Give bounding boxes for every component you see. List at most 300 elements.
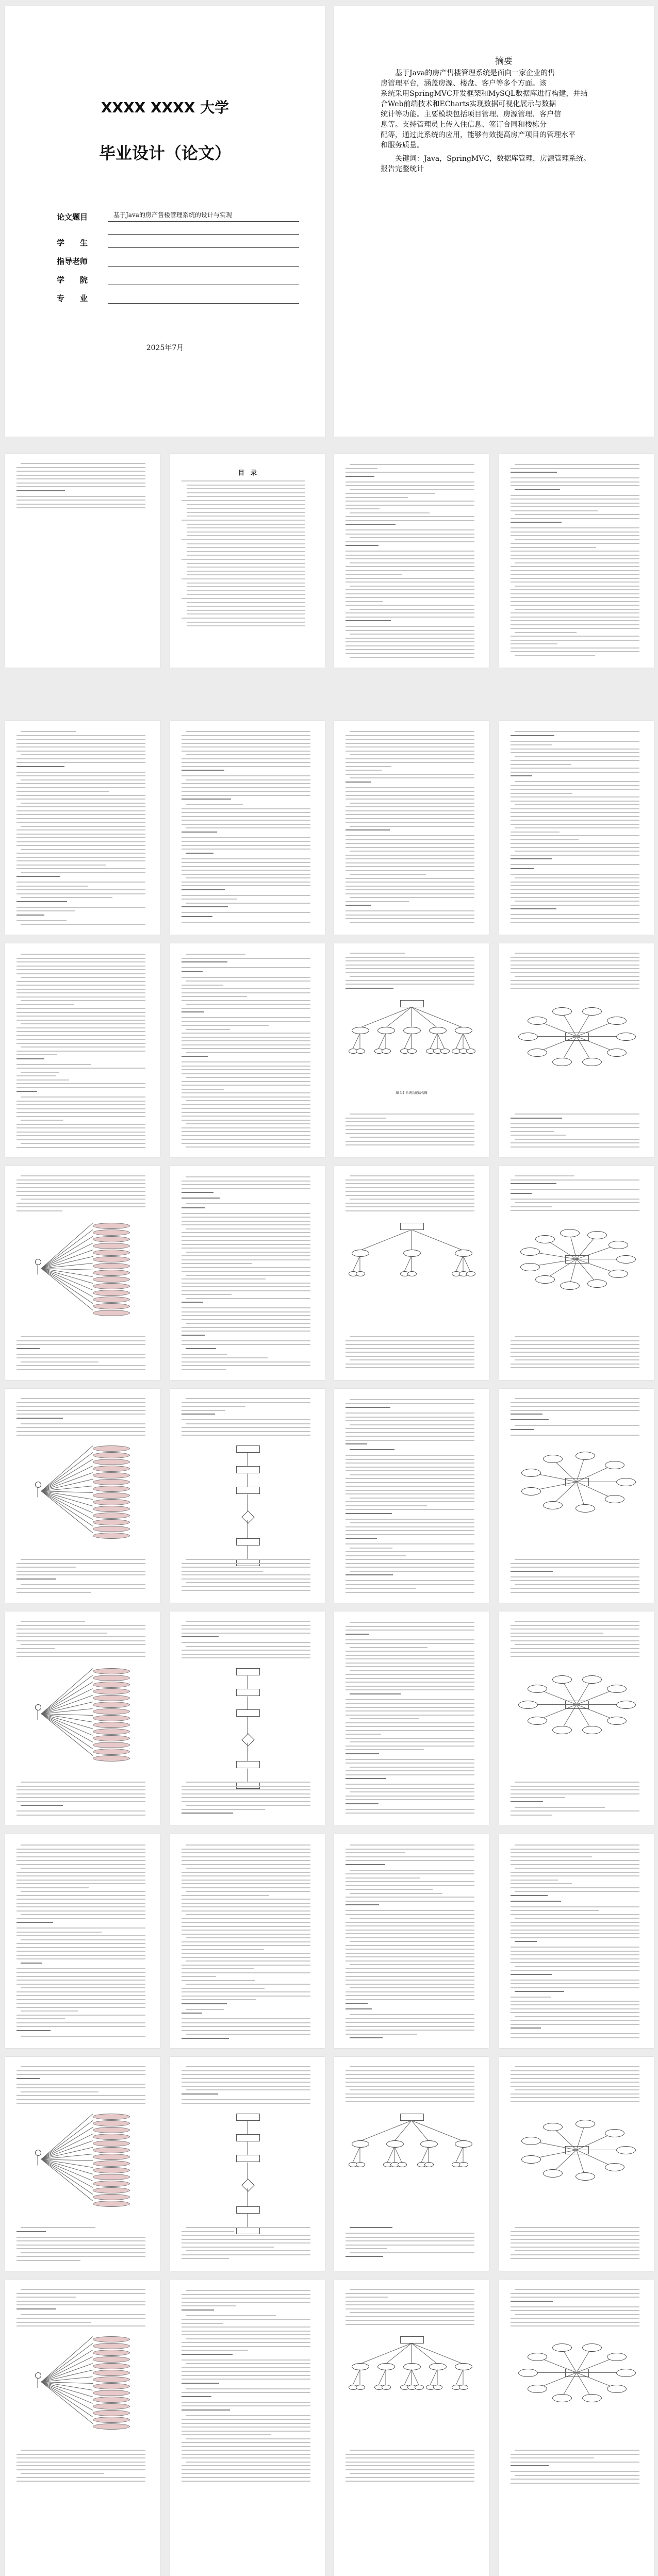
text-line-placeholder — [21, 1868, 145, 1869]
text-line-placeholder — [182, 2450, 310, 2451]
toc-page — [170, 454, 325, 668]
text-line-placeholder — [511, 1922, 639, 1923]
text-line-placeholder — [515, 655, 595, 656]
text-line-placeholder — [346, 1179, 474, 1181]
text-line-placeholder — [182, 2367, 310, 2368]
text-line-placeholder — [346, 829, 390, 830]
text-line-placeholder — [17, 467, 145, 468]
text-line-placeholder — [182, 2350, 248, 2351]
text-line-placeholder — [182, 1302, 203, 1303]
text-line-placeholder — [511, 1962, 639, 1963]
text-line-placeholder — [346, 762, 474, 763]
text-line-placeholder — [182, 2402, 310, 2403]
text-line-placeholder — [21, 2289, 145, 2290]
text-line-placeholder — [182, 1578, 310, 1580]
text-line-placeholder — [346, 1707, 474, 1708]
text-line-placeholder — [350, 1844, 474, 1846]
text-line-placeholder — [511, 2097, 639, 2098]
text-line-placeholder — [182, 1786, 310, 1787]
text-line-placeholder — [182, 1108, 310, 1109]
text-line-placeholder — [17, 1135, 145, 1136]
text-line-placeholder — [346, 508, 380, 509]
text-line-placeholder — [511, 855, 639, 856]
diagram-node — [400, 1223, 424, 1230]
text-line-placeholder — [17, 1883, 145, 1884]
use-case — [93, 1290, 130, 1296]
use-case — [93, 1715, 130, 1721]
text-line-placeholder — [346, 1490, 474, 1491]
text-line-placeholder — [182, 1976, 216, 1977]
use-case — [93, 2174, 130, 2180]
text-line-placeholder — [17, 1935, 145, 1936]
diagram-attribute — [518, 2369, 538, 2377]
text-line-placeholder — [17, 2074, 145, 2075]
text-line-placeholder — [17, 1016, 145, 1017]
text-line-placeholder — [17, 1012, 145, 1013]
text-line-placeholder — [346, 2316, 474, 2317]
text-line-placeholder — [346, 1501, 474, 1502]
text-line-placeholder — [17, 2240, 145, 2241]
text-line-placeholder — [21, 2314, 145, 2315]
text-line-placeholder — [17, 787, 145, 788]
text-line-placeholder — [182, 2082, 310, 2083]
text-line-placeholder — [182, 2242, 310, 2243]
text-line-placeholder — [515, 1918, 639, 1919]
text-line-placeholder — [182, 1294, 232, 1295]
diagram-attribute — [616, 1701, 636, 1709]
text-line-placeholder — [21, 1096, 145, 1098]
text-line-placeholder — [346, 1428, 474, 1429]
text-line-placeholder — [182, 1934, 310, 1935]
text-line-placeholder — [511, 1987, 639, 1988]
text-line-placeholder — [511, 472, 557, 473]
text-line-placeholder — [17, 1435, 145, 1436]
diagram-connector — [463, 1034, 464, 1049]
text-line-placeholder — [182, 1131, 310, 1132]
text-line-placeholder — [346, 545, 379, 546]
text-line-placeholder — [182, 1926, 310, 1927]
text-line-placeholder — [346, 1344, 474, 1345]
text-line-placeholder — [182, 849, 310, 850]
diagram-connector — [41, 2382, 93, 2397]
text-line-placeholder — [182, 992, 310, 993]
text-line-placeholder — [182, 1852, 310, 1853]
text-line-placeholder — [511, 1789, 639, 1790]
text-line-placeholder — [182, 1406, 245, 1407]
text-line-placeholder — [182, 996, 247, 997]
text-line-placeholder — [182, 1331, 310, 1332]
text-line-placeholder — [17, 818, 145, 819]
diagram-connector — [360, 2343, 412, 2364]
text-line-placeholder — [17, 1039, 145, 1040]
text-line-placeholder — [17, 1206, 145, 1207]
text-line-placeholder — [511, 1901, 561, 1902]
text-line-placeholder — [511, 2074, 639, 2075]
text-line-placeholder — [182, 1000, 310, 1001]
text-line-placeholder — [186, 2009, 224, 2010]
text-line-placeholder — [21, 2036, 145, 2037]
text-line-placeholder — [186, 2315, 276, 2316]
text-line-placeholder — [21, 924, 145, 925]
text-line-placeholder — [182, 2235, 310, 2236]
text-line-placeholder — [346, 1203, 474, 1204]
text-line-placeholder — [182, 985, 223, 986]
text-line-placeholder — [17, 1191, 145, 1192]
text-line-placeholder — [346, 1643, 474, 1644]
text-line-placeholder — [186, 1029, 230, 1030]
text-line-placeholder — [182, 1945, 310, 1946]
text-line-placeholder — [511, 1914, 639, 1915]
text-line-placeholder — [511, 1887, 639, 1888]
text-line-placeholder — [346, 1555, 406, 1556]
diagram-connector — [41, 1714, 93, 1756]
text-line-placeholder — [186, 2363, 310, 2364]
diagram-connector — [456, 1033, 464, 1049]
text-line-placeholder — [182, 1797, 310, 1798]
text-line-placeholder — [511, 908, 556, 909]
text-line-placeholder — [21, 1398, 145, 1399]
text-line-placeholder — [21, 1046, 145, 1048]
text-line-placeholder — [182, 1192, 213, 1193]
text-line-placeholder — [346, 1574, 393, 1575]
text-line-placeholder — [511, 2239, 639, 2240]
diagram-entity — [352, 2363, 369, 2370]
text-line-placeholder — [17, 739, 145, 740]
text-line-placeholder — [187, 625, 305, 626]
diagram-connector — [41, 1268, 93, 1290]
use-case — [93, 2181, 130, 2187]
use-case — [93, 2201, 130, 2207]
diagram-attribute — [459, 2385, 468, 2390]
text-line-placeholder — [511, 1947, 639, 1948]
text-line-placeholder — [17, 1640, 145, 1641]
text-line-placeholder — [346, 1144, 474, 1145]
diagram-connector — [41, 1268, 93, 1310]
text-line-placeholder — [346, 2237, 474, 2238]
text-line-placeholder — [346, 739, 474, 740]
actor-head — [35, 1704, 41, 1710]
text-line-placeholder — [346, 1352, 474, 1353]
text-line-placeholder — [515, 1114, 639, 1115]
use-case — [93, 1459, 130, 1465]
text-line-placeholder — [511, 468, 639, 469]
text-line-placeholder — [186, 1052, 310, 1053]
text-line-placeholder — [515, 2066, 639, 2067]
text-line-placeholder — [187, 547, 305, 548]
text-line-placeholder — [182, 2392, 310, 2393]
text-line-placeholder — [346, 1526, 474, 1527]
text-line-placeholder — [186, 1123, 310, 1124]
text-line-placeholder — [21, 1199, 145, 1200]
text-line-placeholder — [346, 1803, 379, 1804]
text-line-placeholder — [515, 804, 639, 805]
diagram-page — [499, 1166, 654, 1380]
text-line-placeholder — [346, 1478, 474, 1479]
text-line-placeholder — [17, 1116, 145, 1117]
text-line-placeholder — [182, 2405, 310, 2406]
text-line-placeholder — [21, 872, 145, 873]
text-line-placeholder — [17, 1976, 145, 1977]
diagram-connector — [437, 1033, 445, 1049]
text-line-placeholder — [346, 886, 474, 887]
process-node — [236, 2114, 260, 2121]
text-line-placeholder — [182, 1184, 310, 1185]
text-line-placeholder — [182, 1198, 220, 1199]
text-line-placeholder — [511, 1875, 639, 1876]
text-line-placeholder — [186, 877, 310, 878]
text-line-placeholder — [17, 1910, 145, 1912]
diagram-attribute — [582, 1726, 602, 1734]
text-line-placeholder — [182, 1895, 269, 1896]
text-line-placeholder — [17, 751, 145, 752]
text-line-placeholder — [511, 535, 639, 536]
text-line-placeholder — [182, 1181, 310, 1182]
text-line-placeholder — [182, 1642, 310, 1643]
text-line-placeholder — [17, 743, 145, 744]
diagram-connector — [41, 1491, 93, 1533]
text-line-placeholder — [186, 1176, 310, 1177]
text-line-placeholder — [511, 2483, 639, 2484]
text-line-placeholder — [346, 1651, 474, 1652]
text-line-placeholder — [346, 2101, 474, 2102]
text-line-placeholder — [17, 1999, 145, 2000]
use-case — [93, 1506, 130, 1512]
text-line-placeholder — [17, 1058, 44, 1059]
text-line-placeholder — [346, 1749, 424, 1750]
text-line-placeholder — [21, 463, 145, 464]
text-line-placeholder — [182, 2371, 310, 2372]
use-case — [93, 1519, 130, 1525]
text-line-placeholder — [182, 858, 310, 859]
text-line-placeholder — [350, 2450, 474, 2451]
text-line-placeholder — [182, 2086, 310, 2087]
text-line-placeholder — [17, 471, 145, 472]
diagram-attribute — [466, 1271, 475, 1276]
diagram-connector — [379, 1033, 386, 1049]
text-line-placeholder — [182, 2473, 310, 2474]
text-line-placeholder — [182, 1910, 310, 1912]
text-line-placeholder — [346, 870, 474, 871]
text-line-placeholder — [515, 976, 639, 977]
text-line-placeholder — [346, 1922, 474, 1923]
diagram-connector — [430, 2369, 438, 2385]
text-line-placeholder — [17, 1922, 53, 1923]
text-line-placeholder — [182, 1361, 310, 1362]
text-line-placeholder — [515, 1941, 537, 1942]
text-line-placeholder — [346, 1403, 474, 1404]
text-line-placeholder — [511, 495, 639, 496]
text-line-placeholder — [346, 558, 474, 559]
text-line-placeholder — [346, 2308, 474, 2309]
text-line-placeholder — [186, 2415, 310, 2416]
text-line-placeholder — [182, 870, 310, 871]
text-line-placeholder — [346, 1493, 474, 1494]
diagram-attribute — [528, 1717, 547, 1725]
text-line-placeholder — [346, 1348, 474, 1349]
text-line-placeholder — [346, 965, 474, 966]
text-line-placeholder — [17, 989, 145, 990]
text-line-placeholder — [346, 984, 474, 985]
text-line-placeholder — [511, 1910, 599, 1911]
text-line-placeholder — [182, 1435, 310, 1436]
text-line-placeholder — [182, 1315, 310, 1316]
text-line-placeholder — [346, 1980, 474, 1981]
text-line-placeholder — [511, 843, 639, 844]
text-line-placeholder — [186, 1914, 310, 1915]
text-line-placeholder — [346, 1937, 474, 1938]
text-line-placeholder — [186, 1582, 310, 1583]
text-line-placeholder — [346, 1462, 474, 1464]
text-line-placeholder — [346, 605, 474, 606]
text-line-placeholder — [511, 1925, 639, 1926]
diagram-page — [334, 2057, 489, 2271]
diagram-connector — [41, 2159, 93, 2174]
text-line-placeholder — [17, 2087, 145, 2088]
text-line-placeholder — [511, 2231, 639, 2232]
diagram-attribute — [356, 1049, 365, 1054]
text-line-placeholder — [515, 827, 639, 828]
text-line-placeholder — [511, 1340, 639, 1341]
text-line-placeholder — [182, 500, 305, 501]
text-line-placeholder — [186, 1868, 310, 1869]
text-line-placeholder — [350, 2289, 474, 2290]
diagram-attribute — [356, 2162, 365, 2167]
diagram-connector — [41, 2382, 93, 2417]
text-line-placeholder — [346, 612, 474, 613]
diagram-attribute — [575, 2120, 595, 2128]
text-line-placeholder — [182, 1365, 310, 1366]
text-line-placeholder — [350, 1918, 474, 1919]
use-case — [93, 2363, 130, 2369]
text-line-placeholder — [346, 2256, 383, 2257]
text-line-placeholder — [515, 539, 639, 540]
text-line-placeholder — [346, 2034, 417, 2035]
text-line-placeholder — [182, 578, 305, 579]
text-line-placeholder — [21, 1175, 145, 1176]
text-line-placeholder — [515, 2314, 639, 2315]
decision-node — [241, 1510, 254, 1523]
text-line-placeholder — [17, 958, 145, 959]
text-line-placeholder — [511, 1786, 639, 1787]
text-line-placeholder — [511, 1344, 639, 1345]
text-line-placeholder — [17, 2260, 80, 2261]
text-line-placeholder — [182, 1048, 310, 1049]
text-line-placeholder — [346, 551, 474, 552]
diagram-attribute — [543, 1501, 563, 1509]
text-line-placeholder — [17, 893, 145, 894]
diagram-connector — [41, 1491, 93, 1506]
process-node — [236, 1668, 260, 1675]
text-line-placeholder — [186, 1275, 310, 1276]
text-line-placeholder — [346, 1133, 474, 1134]
process-node — [236, 1761, 260, 1768]
text-line-placeholder — [21, 1987, 145, 1988]
text-line-placeholder — [182, 1801, 310, 1802]
diagram-connector — [394, 2147, 402, 2162]
text-line-placeholder — [346, 1655, 474, 1656]
text-line-placeholder — [21, 754, 145, 755]
diagram-page — [170, 1611, 325, 1825]
text-line-placeholder — [511, 1410, 639, 1411]
text-line-placeholder — [187, 527, 305, 528]
text-line-placeholder — [17, 1815, 145, 1816]
diagram-attribute — [560, 1282, 580, 1290]
text-line-placeholder — [511, 1656, 639, 1657]
text-line-placeholder — [182, 2309, 214, 2311]
text-line-placeholder — [511, 555, 639, 556]
use-case — [93, 1256, 130, 1262]
use-case — [93, 1250, 130, 1256]
text-line-placeholder — [17, 1402, 145, 1403]
text-line-placeholder — [346, 915, 474, 916]
text-line-placeholder — [17, 507, 145, 508]
text-line-placeholder — [515, 2016, 639, 2017]
text-line-placeholder — [186, 1077, 310, 1078]
text-line-placeholder — [346, 1412, 474, 1414]
diagram-attribute — [552, 2394, 572, 2402]
text-line-placeholder — [21, 1120, 63, 1121]
text-line-placeholder — [511, 558, 639, 559]
text-line-placeholder — [182, 1590, 310, 1591]
text-line-placeholder — [346, 2297, 388, 2298]
diagram-attribute — [535, 1275, 555, 1284]
text-line-placeholder — [17, 795, 145, 796]
diagram-attribute — [607, 2385, 627, 2393]
text-line-placeholder — [182, 882, 310, 883]
text-line-placeholder — [187, 606, 305, 607]
text-line-placeholder — [511, 574, 639, 575]
text-line-placeholder — [182, 889, 225, 890]
diagram-attribute — [575, 1452, 595, 1460]
text-line-placeholder — [350, 2037, 383, 2038]
text-line-placeholder — [346, 818, 474, 819]
text-line-placeholder — [182, 743, 310, 744]
use-case — [93, 2127, 130, 2133]
text-line-placeholder — [511, 1906, 639, 1907]
abstract-line: 基于Java的房产售楼管理系统是面向一家企业的售 — [395, 69, 555, 77]
text-line-placeholder — [182, 1127, 310, 1128]
text-line-placeholder — [350, 1870, 474, 1871]
text-line-placeholder — [182, 2319, 310, 2320]
text-line-placeholder — [515, 2250, 639, 2251]
text-line-placeholder — [511, 547, 596, 548]
text-line-placeholder — [511, 2008, 639, 2009]
diagram-attribute — [382, 1049, 391, 1054]
text-line-placeholder — [515, 562, 639, 563]
text-line-placeholder — [17, 1958, 145, 1959]
text-line-placeholder — [17, 2026, 145, 2027]
text-line-placeholder — [515, 1644, 639, 1645]
text-line-placeholder — [511, 605, 639, 606]
text-line-placeholder — [17, 2325, 145, 2326]
use-case — [93, 2356, 130, 2363]
text-line-placeholder — [346, 570, 474, 571]
content-page — [334, 1834, 489, 2048]
text-line-placeholder — [350, 1647, 427, 1648]
text-line-placeholder — [346, 862, 474, 863]
text-line-placeholder — [511, 1997, 551, 1998]
text-line-placeholder — [182, 1207, 205, 1208]
text-line-placeholder — [346, 1543, 474, 1544]
text-line-placeholder — [182, 2346, 310, 2347]
text-line-placeholder — [350, 922, 474, 923]
text-line-placeholder — [511, 2235, 639, 2236]
text-line-placeholder — [346, 1910, 474, 1911]
text-line-placeholder — [350, 1175, 474, 1176]
text-line-placeholder — [350, 1359, 474, 1360]
text-line-placeholder — [182, 2359, 310, 2361]
text-line-placeholder — [511, 503, 639, 504]
